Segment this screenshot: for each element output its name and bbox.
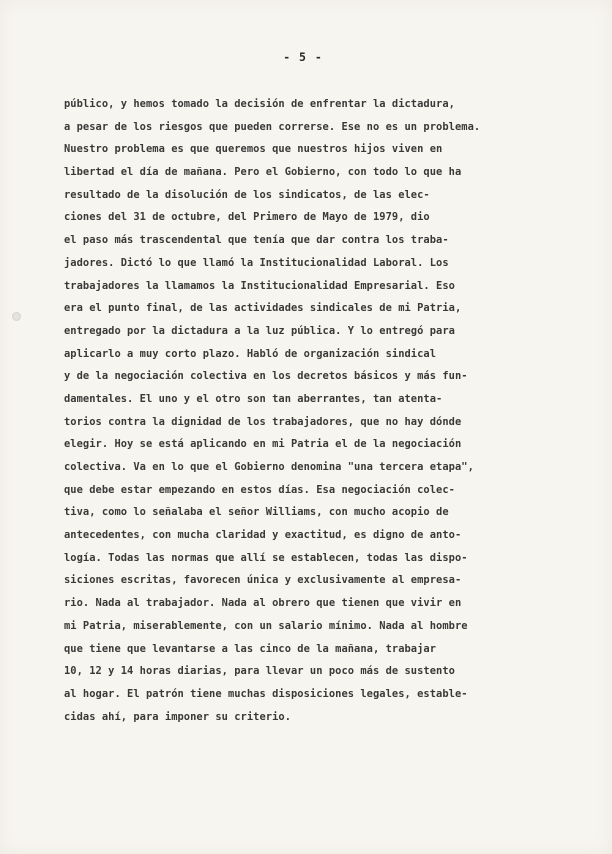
text-line: jadores. Dictó lo que llamó la Institucionalidad Laboral. Los [64, 256, 449, 269]
text-line: ciones del 31 de octubre, del Primero de Mayo de 1979, dio [64, 211, 430, 224]
text-line: era el punto final, de las actividades sindicales de mi Patria, [64, 302, 462, 315]
text-line: elegir. Hoy se está aplicando en mi Patria el de la negociación [64, 438, 462, 451]
text-line: mi Patria, miserablemente, con un salario mínimo. Nada al hombre [64, 619, 468, 632]
text-line: cidas ahí, para imponer su criterio. [64, 710, 292, 723]
text-line: entregado por la dictadura a la luz pública. Y lo entregó para [64, 324, 455, 337]
text-line: público, y hemos tomado la decisión de enfrentar la dictadura, [64, 98, 455, 110]
text-line: tiva, como lo señalaba el señor Williams, con mucho acopio de [64, 506, 449, 519]
text-line: resultado de la disolución de los sindicatos, de las elec- [64, 188, 430, 201]
typewritten-text [64, 93, 564, 728]
text-line: y de la negociación colectiva en los decretos básicos y más fun- [64, 370, 468, 383]
text-line: Nuestro problema es que queremos que nuestros hijos viven en [64, 143, 443, 156]
text-line: 10, 12 y 14 horas diarias, para llevar un poco más de sustento [64, 665, 455, 678]
text-line: al hogar. El patrón tiene muchas disposiciones legales, estable- [64, 687, 468, 700]
text-line: logía. Todas las normas que allí se establecen, todas las dispo- [64, 551, 468, 564]
page-number: - 5 - [283, 50, 323, 64]
text-line: damentales. El uno y el otro son tan aberrantes, tan atenta- [64, 392, 443, 405]
text-line: que debe estar empezando en estos días. Esa negociación colec- [64, 483, 455, 496]
text-line: rio. Nada al trabajador. Nada al obrero que tienen que vivir en [64, 597, 462, 610]
text-line: a pesar de los riesgos que pueden correrse. Ese no es un problema. [64, 120, 481, 133]
text-line: que tiene que levantarse a las cinco de la mañana, trabajar [64, 642, 437, 655]
text-line: trabajadores la llamamos la Institucionalidad Empresarial. Eso [64, 279, 455, 292]
text-line: el paso más trascendental que tenía que dar contra los traba- [64, 234, 449, 247]
text-line: colectiva. Va en lo que el Gobierno denomina "una tercera etapa", [64, 461, 474, 473]
text-line: antecedentes, con mucha claridad y exactitud, es digno de anto- [64, 529, 462, 542]
text-line: libertad el día de mañana. Pero el Gobierno, con todo lo que ha [64, 166, 462, 179]
text-line: torios contra la dignidad de los trabajadores, que no hay dónde [64, 415, 462, 428]
text-line: aplicarlo a muy corto plazo. Habló de organización sindical [64, 347, 437, 360]
text-line: siciones escritas, favorecen única y exclusivamente al empresa- [64, 574, 462, 587]
punch-hole-mark [12, 312, 21, 321]
